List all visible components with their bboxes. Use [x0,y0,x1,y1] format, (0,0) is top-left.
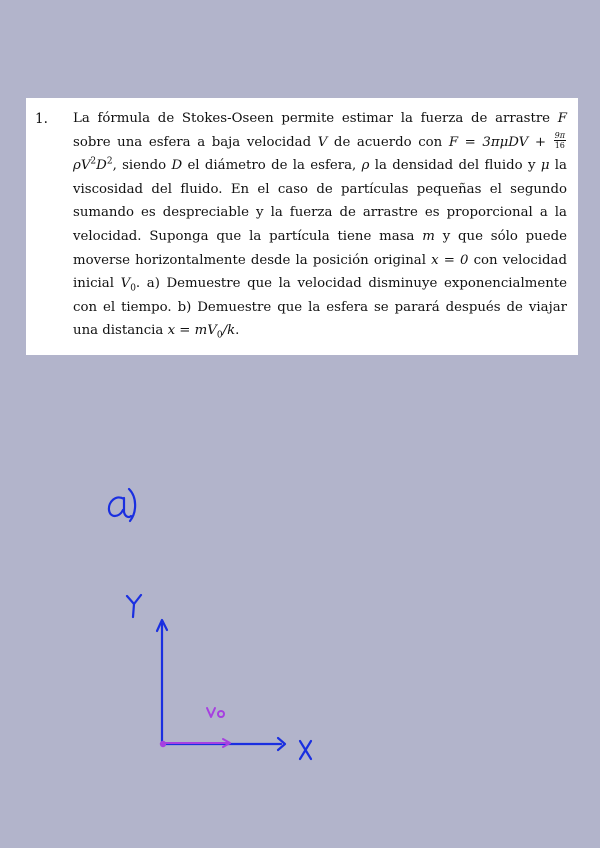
text-segment: con velocidad inicial [73,252,567,292]
v0-label-glyph [207,708,224,717]
math-subscript: 0 [130,283,136,294]
part-label-a-glyph [109,497,131,517]
text-segment: la densidad del fluido y [369,158,541,174]
math-m: m [422,228,435,244]
math-xeq: x = mV [167,323,217,339]
text-segment: la viscosidad del fluido. En el caso de partículas pequeñas el segundo sumando es despreciable y la fuerza de arrastre es proporcional a la velocidad. Suponga que la partícula tiene masa [73,158,567,244]
text-segment: el diámetro de la esfera, [182,158,362,174]
fraction-denominator: 16 [554,140,565,150]
math-xeq-end: /k [222,323,236,339]
math-rho: ρ [361,158,370,174]
formula-rho-v: ρV [73,158,91,174]
problem-number: 1. [35,111,48,127]
text-segment: de acuerdo con [327,134,449,150]
origin-dot [161,742,165,746]
math-F: F [557,111,567,126]
formula-exponent: 2 [90,156,97,167]
text-segment: sobre una esfera a baja velocidad [73,134,318,150]
formula-d: D [96,158,107,174]
text-segment: y que sólo puede moverse horizontalmente desde la posición original [73,228,567,268]
formula-lhs: F = 3πμDV + [448,134,553,150]
text-segment: . a) Demuestre que la velocidad disminuye exponencialmente con el tiempo. b) Demuestre que la esfera se parará después de viajar una distancia [73,276,567,339]
math-D: D [171,158,183,174]
x-label-glyph [300,741,311,759]
formula-exponent: 2 [106,156,113,167]
text-segment: La fórmula de Stokes-Oseen permite estimar la fuerza de arrastre [73,111,558,126]
math-mu: μ [540,158,550,174]
math-V: V [317,134,328,150]
fraction-numerator: 9π [554,130,565,140]
text-segment: , siendo [112,158,172,174]
y-label-glyph [127,595,141,617]
text-segment: . [235,323,240,339]
math-subscript: 0 [216,331,223,341]
math-x0: x = 0 [431,252,469,268]
math-V0: V [120,276,131,292]
